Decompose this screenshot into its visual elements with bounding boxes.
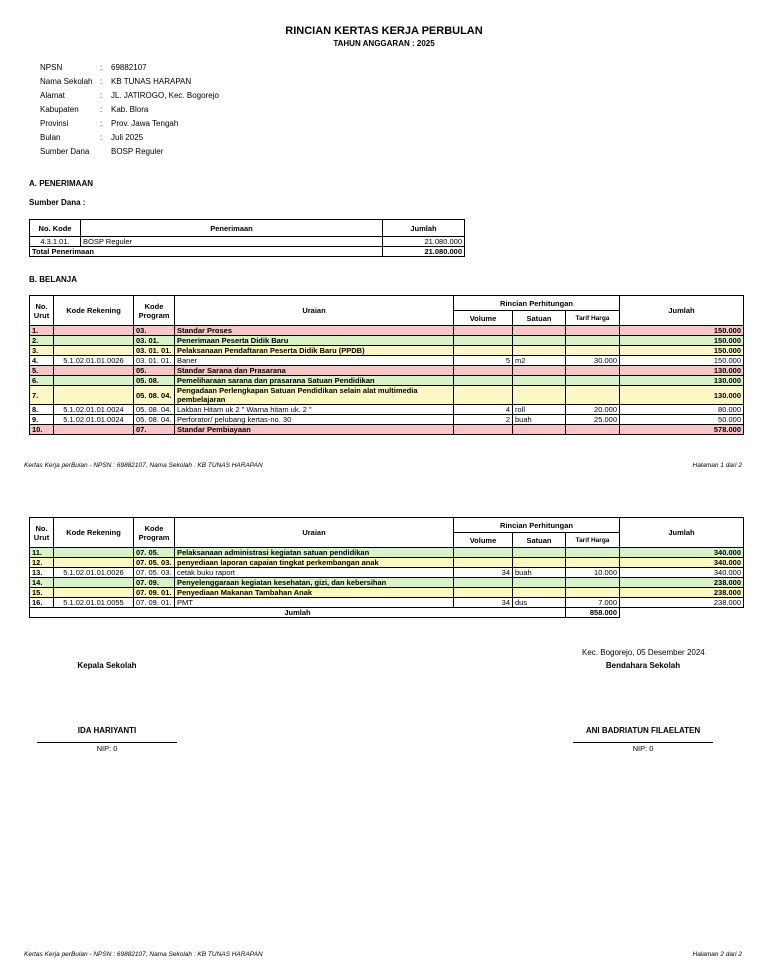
table-row xyxy=(30,356,744,366)
cell-uraian: Standar Proses xyxy=(175,326,454,336)
cell-no: 13. xyxy=(30,568,54,578)
signature-left-line xyxy=(37,742,177,743)
cell-volume xyxy=(454,558,513,568)
cell-volume xyxy=(454,376,513,386)
cell-satuan xyxy=(513,336,566,346)
info-colon: : xyxy=(100,119,103,128)
col-no-urut: No. Urut xyxy=(30,518,54,548)
footer-page2-number: Halaman 2 dari 2 xyxy=(692,951,742,958)
cell-tarif xyxy=(566,346,620,356)
cell-tarif xyxy=(566,326,620,336)
cell-kode-program: 05. 08. 04. xyxy=(134,386,175,405)
cell-jumlah: 130.000 xyxy=(620,386,744,405)
cell-kode-rekening: 5.1.02.01.01.0024 xyxy=(54,405,134,415)
cell-uraian: Perforator/ pelubang kertas-no. 30 xyxy=(175,415,454,425)
cell-volume xyxy=(454,336,513,346)
penerimaan-kode: 4.3.1.01. xyxy=(30,237,81,247)
col-volume: Volume xyxy=(454,311,513,326)
col-kode-program: Kode Program xyxy=(134,296,175,326)
cell-jumlah: 238.000 xyxy=(620,588,744,598)
signature-right-name: ANI BADRIATUN FILAELATEN xyxy=(585,726,701,735)
col-satuan: Satuan xyxy=(513,311,566,326)
cell-uraian: Pelaksanaan administrasi kegiatan satuan pendidikan xyxy=(175,548,454,558)
cell-tarif: 7.000 xyxy=(566,598,620,608)
col-tarif: Tarif Harga xyxy=(566,311,620,326)
info-value: Kab. Blora xyxy=(111,105,149,114)
cell-satuan xyxy=(513,548,566,558)
cell-uraian: penyediaan laporan capaian tingkat perkembangan anak xyxy=(175,558,454,568)
col-uraian: Uraian xyxy=(175,296,454,326)
cell-no: 11. xyxy=(30,548,54,558)
cell-satuan xyxy=(513,366,566,376)
signature-right-title: Bendahara Sekolah xyxy=(605,661,681,670)
cell-jumlah: 238.000 xyxy=(620,598,744,608)
cell-volume xyxy=(454,386,513,405)
school-info xyxy=(40,61,219,159)
cell-volume: 4 xyxy=(454,405,513,415)
cell-kode-program: 03. 01. 01. xyxy=(134,356,175,366)
cell-kode-program: 05. xyxy=(134,366,175,376)
info-value: 69882107 xyxy=(111,63,147,72)
table-row xyxy=(30,425,744,435)
cell-kode-program: 07. 09. 01. xyxy=(134,588,175,598)
info-row xyxy=(40,117,219,131)
penerimaan-nama: BOSP Reguler xyxy=(81,237,383,247)
col-rincian: Rincian Perhitungan xyxy=(454,518,620,533)
cell-uraian: Penyelenggaraan kegiatan kesehatan, gizi, dan kebersihan xyxy=(175,578,454,588)
section-penerimaan-heading: A. PENERIMAAN xyxy=(29,179,94,188)
belanja-total-label: Jumlah xyxy=(30,608,566,618)
cell-tarif: 25.000 xyxy=(566,415,620,425)
cell-uraian: PMT xyxy=(175,598,454,608)
cell-kode-program: 05. 08. xyxy=(134,376,175,386)
cell-jumlah: 578.000 xyxy=(620,425,744,435)
col-jumlah: Jumlah xyxy=(383,220,465,237)
info-row xyxy=(40,75,219,89)
cell-jumlah: 150.000 xyxy=(620,346,744,356)
col-kode-rekening: Kode Rekening xyxy=(54,518,134,548)
cell-satuan: roll xyxy=(513,405,566,415)
col-uraian: Uraian xyxy=(175,518,454,548)
cell-jumlah: 340.000 xyxy=(620,568,744,578)
cell-jumlah: 130.000 xyxy=(620,366,744,376)
info-value: BOSP Reguler xyxy=(111,147,164,156)
cell-kode-rekening xyxy=(54,336,134,346)
cell-satuan: dus xyxy=(513,598,566,608)
cell-no: 14. xyxy=(30,578,54,588)
cell-kode-program: 03. 01. xyxy=(134,336,175,346)
cell-jumlah: 150.000 xyxy=(620,336,744,346)
info-colon xyxy=(100,145,111,159)
cell-uraian: Pengadaan Perlengkapan Satuan Pendidikan selain alat multimedia pembelajaran xyxy=(175,386,454,405)
table-row xyxy=(30,386,744,405)
signature-left-name: IDA HARIYANTI xyxy=(77,726,137,735)
cell-kode-rekening xyxy=(54,386,134,405)
info-row xyxy=(40,131,219,145)
info-label: Kabupaten xyxy=(40,105,79,114)
cell-volume xyxy=(454,548,513,558)
cell-uraian: Baner xyxy=(175,356,454,366)
cell-uraian: cetak buku raport xyxy=(175,568,454,578)
table-row xyxy=(30,558,744,568)
cell-kode-rekening: 5.1.02.01.01.0026 xyxy=(54,356,134,366)
cell-no: 5. xyxy=(30,366,54,376)
cell-kode-rekening xyxy=(54,578,134,588)
cell-no: 2. xyxy=(30,336,54,346)
cell-satuan xyxy=(513,588,566,598)
cell-kode-rekening xyxy=(54,548,134,558)
cell-volume: 34 xyxy=(454,568,513,578)
info-value: KB TUNAS HARAPAN xyxy=(111,77,192,86)
document-subtitle: TAHUN ANGGARAN : 2025 xyxy=(333,39,435,48)
info-label: Provinsi xyxy=(40,119,69,128)
cell-volume: 5 xyxy=(454,356,513,366)
cell-tarif xyxy=(566,336,620,346)
signature-left-title: Kepala Sekolah xyxy=(77,661,137,670)
cell-kode-program: 07. 09. 01. xyxy=(134,598,175,608)
table-row xyxy=(30,548,744,558)
table-row xyxy=(30,568,744,578)
cell-satuan xyxy=(513,578,566,588)
info-row xyxy=(40,89,219,103)
penerimaan-jumlah: 21.080.000 xyxy=(383,237,465,247)
cell-tarif: 10.000 xyxy=(566,568,620,578)
cell-kode-program: 07. 05. 03. xyxy=(134,558,175,568)
cell-kode-rekening xyxy=(54,326,134,336)
belanja-table-page2 xyxy=(29,517,744,618)
cell-tarif: 30.000 xyxy=(566,356,620,366)
cell-kode-rekening xyxy=(54,346,134,356)
info-row xyxy=(40,61,219,75)
cell-kode-program: 07. 05. 03. xyxy=(134,568,175,578)
cell-volume: 34 xyxy=(454,598,513,608)
cell-tarif xyxy=(566,588,620,598)
col-penerimaan: Penerimaan xyxy=(81,220,383,237)
info-row xyxy=(40,103,219,117)
cell-uraian: Penerimaan Peserta Didik Baru xyxy=(175,336,454,346)
cell-no: 9. xyxy=(30,415,54,425)
cell-volume xyxy=(454,366,513,376)
cell-jumlah: 340.000 xyxy=(620,548,744,558)
cell-volume xyxy=(454,578,513,588)
col-volume: Volume xyxy=(454,533,513,548)
col-kode-rekening: Kode Rekening xyxy=(54,296,134,326)
cell-tarif xyxy=(566,548,620,558)
cell-volume xyxy=(454,346,513,356)
table-row xyxy=(30,415,744,425)
cell-satuan xyxy=(513,558,566,568)
cell-no: 10. xyxy=(30,425,54,435)
info-label: Alamat xyxy=(40,91,65,100)
cell-jumlah: 238.000 xyxy=(620,578,744,588)
cell-volume xyxy=(454,326,513,336)
penerimaan-table xyxy=(29,219,465,257)
footer-text-page2: Kertas Kerja perBulan - NPSN : 69882107, Nama Sekolah : KB TUNAS HARAPAN xyxy=(24,951,263,958)
info-label: Bulan xyxy=(40,133,61,142)
table-row xyxy=(30,405,744,415)
cell-satuan xyxy=(513,326,566,336)
table-row xyxy=(30,366,744,376)
cell-kode-rekening xyxy=(54,366,134,376)
info-colon: : xyxy=(100,105,103,114)
info-colon: : xyxy=(100,133,103,142)
table-row xyxy=(30,376,744,386)
table-row xyxy=(30,346,744,356)
cell-tarif xyxy=(566,578,620,588)
info-label: NPSN xyxy=(40,63,63,72)
cell-tarif xyxy=(566,386,620,405)
cell-jumlah: 80.000 xyxy=(620,405,744,415)
cell-kode-program: 05. 08. 04. xyxy=(134,405,175,415)
info-label: Sumber Dana xyxy=(40,147,90,156)
col-kode-program: Kode Program xyxy=(134,518,175,548)
cell-uraian: Standar Sarana dan Prasarana xyxy=(175,366,454,376)
cell-kode-rekening xyxy=(54,558,134,568)
col-tarif: Tarif Harga xyxy=(566,533,620,548)
cell-no: 6. xyxy=(30,376,54,386)
cell-no: 16. xyxy=(30,598,54,608)
cell-no: 1. xyxy=(30,326,54,336)
cell-uraian: Pelaksanaan Pendaftaran Peserta Didik Baru (PPDB) xyxy=(175,346,454,356)
total-penerimaan-value: 21.080.000 xyxy=(383,247,465,257)
table-row xyxy=(30,578,744,588)
cell-uraian: Penyediaan Makanan Tambahan Anak xyxy=(175,588,454,598)
cell-satuan xyxy=(513,376,566,386)
cell-satuan xyxy=(513,346,566,356)
info-value: Prov. Jawa Tengah xyxy=(111,119,179,128)
footer-page1-number: Halaman 1 dari 2 xyxy=(692,462,742,469)
cell-uraian: Pemeliharaan sarana dan prasarana Satuan Pendidikan xyxy=(175,376,454,386)
cell-no: 7. xyxy=(30,386,54,405)
table-row xyxy=(30,326,744,336)
col-no-urut: No. Urut xyxy=(30,296,54,326)
cell-kode-rekening: 5.1.02.01.01.0055 xyxy=(54,598,134,608)
signature-place-date: Kec. Bogorejo, 05 Desember 2024 xyxy=(582,648,705,657)
cell-tarif xyxy=(566,366,620,376)
cell-satuan xyxy=(513,425,566,435)
belanja-table-page1 xyxy=(29,295,744,435)
total-penerimaan-label: Total Penerimaan xyxy=(30,247,383,257)
cell-kode-rekening xyxy=(54,376,134,386)
cell-jumlah: 50.000 xyxy=(620,415,744,425)
info-label: Nama Sekolah xyxy=(40,77,93,86)
cell-kode-rekening xyxy=(54,425,134,435)
col-satuan: Satuan xyxy=(513,533,566,548)
belanja-total-value: 858.000 xyxy=(566,608,620,618)
cell-jumlah: 150.000 xyxy=(620,326,744,336)
cell-no: 3. xyxy=(30,346,54,356)
cell-tarif xyxy=(566,425,620,435)
cell-no: 15. xyxy=(30,588,54,598)
table-row xyxy=(30,336,744,346)
cell-jumlah: 130.000 xyxy=(620,376,744,386)
signature-right-line xyxy=(573,742,713,743)
cell-volume xyxy=(454,588,513,598)
cell-tarif: 20.000 xyxy=(566,405,620,415)
cell-jumlah: 150.000 xyxy=(620,356,744,366)
cell-uraian: Lakban Hitam uk 2 " Warna hitam uk. 2 " xyxy=(175,405,454,415)
document-title: RINCIAN KERTAS KERJA PERBULAN xyxy=(285,25,483,37)
col-rincian: Rincian Perhitungan xyxy=(454,296,620,311)
info-value: Juli 2025 xyxy=(111,133,144,142)
cell-kode-rekening: 5.1.02.01.01.0026 xyxy=(54,568,134,578)
cell-volume: 2 xyxy=(454,415,513,425)
signature-right-nip: NIP: 0 xyxy=(632,744,654,753)
cell-kode-program: 03. 01. 01. xyxy=(134,346,175,356)
cell-kode-program: 07. xyxy=(134,425,175,435)
cell-kode-rekening: 5.1.02.01.01.0024 xyxy=(54,415,134,425)
cell-uraian: Standar Pembiayaan xyxy=(175,425,454,435)
table-row xyxy=(30,598,744,608)
cell-tarif xyxy=(566,376,620,386)
cell-volume xyxy=(454,425,513,435)
col-jumlah: Jumlah xyxy=(620,296,744,326)
cell-satuan: buah xyxy=(513,568,566,578)
cell-tarif xyxy=(566,558,620,568)
info-value: JL. JATIROGO, Kec. Bogorejo xyxy=(111,91,219,100)
cell-satuan: buah xyxy=(513,415,566,425)
signature-left-nip: NIP: 0 xyxy=(96,744,118,753)
info-colon: : xyxy=(100,77,103,86)
cell-no: 12. xyxy=(30,558,54,568)
footer-text-page1: Kertas Kerja perBulan - NPSN : 69882107, Nama Sekolah : KB TUNAS HARAPAN xyxy=(24,462,263,469)
col-jumlah: Jumlah xyxy=(620,518,744,548)
sumber-dana-label: Sumber Dana : xyxy=(29,198,86,207)
cell-jumlah: 340.000 xyxy=(620,558,744,568)
cell-no: 4. xyxy=(30,356,54,366)
table-row xyxy=(30,588,744,598)
cell-kode-program: 07. 09. xyxy=(134,578,175,588)
info-row xyxy=(40,145,219,159)
cell-satuan xyxy=(513,386,566,405)
info-colon: : xyxy=(100,63,103,72)
cell-kode-program: 05. 08. 04. xyxy=(134,415,175,425)
cell-kode-rekening xyxy=(54,588,134,598)
section-belanja-heading: B. BELANJA xyxy=(29,275,78,284)
info-colon: : xyxy=(100,91,103,100)
col-no-kode: No. Kode xyxy=(30,220,81,237)
cell-kode-program: 07. 05. xyxy=(134,548,175,558)
cell-kode-program: 03. xyxy=(134,326,175,336)
cell-no: 8. xyxy=(30,405,54,415)
cell-satuan: m2 xyxy=(513,356,566,366)
